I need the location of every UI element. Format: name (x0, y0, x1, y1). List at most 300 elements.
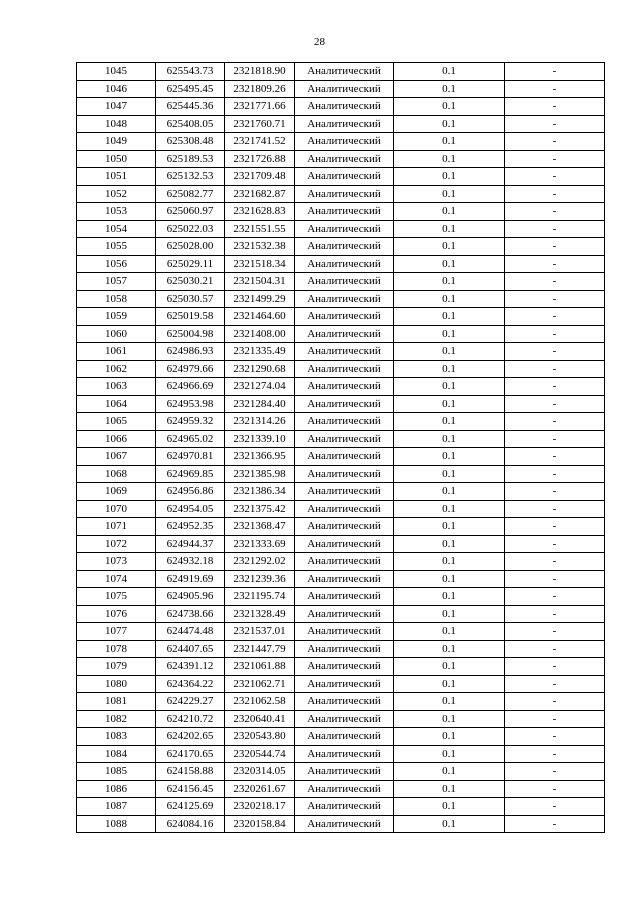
point-number-cell: 1045 (77, 63, 156, 81)
accuracy-cell: 0.1 (394, 693, 505, 711)
accuracy-cell: 0.1 (394, 605, 505, 623)
note-cell: - (505, 815, 605, 833)
method-cell: Аналитический (295, 343, 394, 361)
table-row (77, 763, 605, 781)
y-coordinate-cell: 2321447.79 (225, 640, 295, 658)
y-coordinate-cell: 2321551.55 (225, 220, 295, 238)
table-row (77, 308, 605, 326)
y-coordinate-cell: 2321195.74 (225, 588, 295, 606)
point-number-cell: 1079 (77, 658, 156, 676)
y-coordinate-cell: 2321726.88 (225, 150, 295, 168)
accuracy-cell: 0.1 (394, 763, 505, 781)
point-number-cell: 1046 (77, 80, 156, 98)
accuracy-cell: 0.1 (394, 255, 505, 273)
method-cell: Аналитический (295, 658, 394, 676)
table-row (77, 570, 605, 588)
x-coordinate-cell: 624125.69 (156, 798, 225, 816)
y-coordinate-cell: 2320218.17 (225, 798, 295, 816)
method-cell: Аналитический (295, 710, 394, 728)
point-number-cell: 1048 (77, 115, 156, 133)
x-coordinate-cell: 624170.65 (156, 745, 225, 763)
table-row (77, 203, 605, 221)
y-coordinate-cell: 2320544.74 (225, 745, 295, 763)
point-number-cell: 1056 (77, 255, 156, 273)
accuracy-cell: 0.1 (394, 63, 505, 81)
method-cell: Аналитический (295, 763, 394, 781)
x-coordinate-cell: 625495.45 (156, 80, 225, 98)
note-cell: - (505, 255, 605, 273)
point-number-cell: 1059 (77, 308, 156, 326)
method-cell: Аналитический (295, 395, 394, 413)
y-coordinate-cell: 2321628.83 (225, 203, 295, 221)
accuracy-cell: 0.1 (394, 168, 505, 186)
table-row (77, 465, 605, 483)
accuracy-cell: 0.1 (394, 343, 505, 361)
y-coordinate-cell: 2321818.90 (225, 63, 295, 81)
table-row (77, 535, 605, 553)
y-coordinate-cell: 2321335.49 (225, 343, 295, 361)
note-cell: - (505, 63, 605, 81)
note-cell: - (505, 115, 605, 133)
y-coordinate-cell: 2321385.98 (225, 465, 295, 483)
table-row (77, 168, 605, 186)
accuracy-cell: 0.1 (394, 360, 505, 378)
method-cell: Аналитический (295, 780, 394, 798)
accuracy-cell: 0.1 (394, 203, 505, 221)
note-cell: - (505, 465, 605, 483)
point-number-cell: 1072 (77, 535, 156, 553)
accuracy-cell: 0.1 (394, 780, 505, 798)
note-cell: - (505, 308, 605, 326)
x-coordinate-cell: 624986.93 (156, 343, 225, 361)
accuracy-cell: 0.1 (394, 98, 505, 116)
note-cell: - (505, 745, 605, 763)
y-coordinate-cell: 2321499.29 (225, 290, 295, 308)
note-cell: - (505, 80, 605, 98)
method-cell: Аналитический (295, 133, 394, 151)
accuracy-cell: 0.1 (394, 535, 505, 553)
x-coordinate-cell: 624970.81 (156, 448, 225, 466)
accuracy-cell: 0.1 (394, 588, 505, 606)
method-cell: Аналитический (295, 203, 394, 221)
accuracy-cell: 0.1 (394, 798, 505, 816)
accuracy-cell: 0.1 (394, 115, 505, 133)
y-coordinate-cell: 2321314.26 (225, 413, 295, 431)
x-coordinate-cell: 624905.96 (156, 588, 225, 606)
x-coordinate-cell: 625019.58 (156, 308, 225, 326)
note-cell: - (505, 290, 605, 308)
accuracy-cell: 0.1 (394, 220, 505, 238)
accuracy-cell: 0.1 (394, 185, 505, 203)
point-number-cell: 1081 (77, 693, 156, 711)
point-number-cell: 1051 (77, 168, 156, 186)
note-cell: - (505, 675, 605, 693)
table-row (77, 325, 605, 343)
y-coordinate-cell: 2320543.80 (225, 728, 295, 746)
table-row (77, 693, 605, 711)
table-row (77, 518, 605, 536)
table-body (77, 63, 605, 833)
note-cell: - (505, 570, 605, 588)
x-coordinate-cell: 624952.35 (156, 518, 225, 536)
note-cell: - (505, 483, 605, 501)
point-number-cell: 1052 (77, 185, 156, 203)
table-row (77, 658, 605, 676)
accuracy-cell: 0.1 (394, 308, 505, 326)
accuracy-cell: 0.1 (394, 815, 505, 833)
x-coordinate-cell: 624956.86 (156, 483, 225, 501)
y-coordinate-cell: 2321333.69 (225, 535, 295, 553)
accuracy-cell: 0.1 (394, 570, 505, 588)
point-number-cell: 1085 (77, 763, 156, 781)
method-cell: Аналитический (295, 430, 394, 448)
note-cell: - (505, 150, 605, 168)
x-coordinate-cell: 624156.45 (156, 780, 225, 798)
accuracy-cell: 0.1 (394, 133, 505, 151)
x-coordinate-cell: 625445.36 (156, 98, 225, 116)
accuracy-cell: 0.1 (394, 413, 505, 431)
x-coordinate-cell: 624919.69 (156, 570, 225, 588)
page-number: 28 (314, 36, 325, 48)
point-number-cell: 1053 (77, 203, 156, 221)
method-cell: Аналитический (295, 605, 394, 623)
x-coordinate-cell: 624966.69 (156, 378, 225, 396)
y-coordinate-cell: 2320314.05 (225, 763, 295, 781)
y-coordinate-cell: 2321760.71 (225, 115, 295, 133)
y-coordinate-cell: 2321284.40 (225, 395, 295, 413)
accuracy-cell: 0.1 (394, 80, 505, 98)
note-cell: - (505, 360, 605, 378)
table-row (77, 273, 605, 291)
note-cell: - (505, 413, 605, 431)
method-cell: Аналитический (295, 115, 394, 133)
method-cell: Аналитический (295, 80, 394, 98)
x-coordinate-cell: 624210.72 (156, 710, 225, 728)
x-coordinate-cell: 625022.03 (156, 220, 225, 238)
method-cell: Аналитический (295, 815, 394, 833)
table-row (77, 605, 605, 623)
point-number-cell: 1075 (77, 588, 156, 606)
x-coordinate-cell: 625004.98 (156, 325, 225, 343)
method-cell: Аналитический (295, 448, 394, 466)
x-coordinate-cell: 624202.65 (156, 728, 225, 746)
point-number-cell: 1070 (77, 500, 156, 518)
y-coordinate-cell: 2321062.58 (225, 693, 295, 711)
method-cell: Аналитический (295, 570, 394, 588)
method-cell: Аналитический (295, 465, 394, 483)
note-cell: - (505, 780, 605, 798)
note-cell: - (505, 763, 605, 781)
x-coordinate-cell: 624944.37 (156, 535, 225, 553)
accuracy-cell: 0.1 (394, 623, 505, 641)
note-cell: - (505, 588, 605, 606)
accuracy-cell: 0.1 (394, 430, 505, 448)
y-coordinate-cell: 2321368.47 (225, 518, 295, 536)
point-number-cell: 1057 (77, 273, 156, 291)
method-cell: Аналитический (295, 63, 394, 81)
table-row (77, 500, 605, 518)
y-coordinate-cell: 2321292.02 (225, 553, 295, 571)
accuracy-cell: 0.1 (394, 745, 505, 763)
method-cell: Аналитический (295, 185, 394, 203)
note-cell: - (505, 640, 605, 658)
point-number-cell: 1078 (77, 640, 156, 658)
method-cell: Аналитический (295, 255, 394, 273)
point-number-cell: 1082 (77, 710, 156, 728)
point-number-cell: 1058 (77, 290, 156, 308)
x-coordinate-cell: 624959.32 (156, 413, 225, 431)
method-cell: Аналитический (295, 220, 394, 238)
table-row (77, 413, 605, 431)
method-cell: Аналитический (295, 290, 394, 308)
x-coordinate-cell: 624965.02 (156, 430, 225, 448)
method-cell: Аналитический (295, 98, 394, 116)
point-number-cell: 1050 (77, 150, 156, 168)
note-cell: - (505, 448, 605, 466)
x-coordinate-cell: 625030.57 (156, 290, 225, 308)
note-cell: - (505, 728, 605, 746)
note-cell: - (505, 623, 605, 641)
x-coordinate-cell: 625308.48 (156, 133, 225, 151)
accuracy-cell: 0.1 (394, 395, 505, 413)
method-cell: Аналитический (295, 553, 394, 571)
table-row (77, 360, 605, 378)
note-cell: - (505, 203, 605, 221)
table-row (77, 588, 605, 606)
method-cell: Аналитический (295, 360, 394, 378)
y-coordinate-cell: 2321504.31 (225, 273, 295, 291)
y-coordinate-cell: 2321239.36 (225, 570, 295, 588)
coordinates-table (76, 62, 605, 833)
table-row (77, 185, 605, 203)
accuracy-cell: 0.1 (394, 325, 505, 343)
method-cell: Аналитический (295, 675, 394, 693)
accuracy-cell: 0.1 (394, 238, 505, 256)
point-number-cell: 1073 (77, 553, 156, 571)
point-number-cell: 1069 (77, 483, 156, 501)
point-number-cell: 1054 (77, 220, 156, 238)
note-cell: - (505, 133, 605, 151)
point-number-cell: 1055 (77, 238, 156, 256)
accuracy-cell: 0.1 (394, 500, 505, 518)
note-cell: - (505, 710, 605, 728)
x-coordinate-cell: 625029.11 (156, 255, 225, 273)
table-row (77, 115, 605, 133)
y-coordinate-cell: 2321741.52 (225, 133, 295, 151)
table-row (77, 815, 605, 833)
table-row (77, 80, 605, 98)
x-coordinate-cell: 624954.05 (156, 500, 225, 518)
method-cell: Аналитический (295, 588, 394, 606)
x-coordinate-cell: 624474.48 (156, 623, 225, 641)
note-cell: - (505, 798, 605, 816)
table-row (77, 63, 605, 81)
point-number-cell: 1064 (77, 395, 156, 413)
accuracy-cell: 0.1 (394, 675, 505, 693)
x-coordinate-cell: 624084.16 (156, 815, 225, 833)
accuracy-cell: 0.1 (394, 553, 505, 571)
accuracy-cell: 0.1 (394, 448, 505, 466)
point-number-cell: 1074 (77, 570, 156, 588)
note-cell: - (505, 378, 605, 396)
x-coordinate-cell: 624391.12 (156, 658, 225, 676)
accuracy-cell: 0.1 (394, 290, 505, 308)
x-coordinate-cell: 624969.85 (156, 465, 225, 483)
note-cell: - (505, 98, 605, 116)
y-coordinate-cell: 2321328.49 (225, 605, 295, 623)
point-number-cell: 1088 (77, 815, 156, 833)
y-coordinate-cell: 2321682.87 (225, 185, 295, 203)
table-row (77, 780, 605, 798)
note-cell: - (505, 220, 605, 238)
y-coordinate-cell: 2321464.60 (225, 308, 295, 326)
table-row (77, 98, 605, 116)
method-cell: Аналитический (295, 273, 394, 291)
point-number-cell: 1060 (77, 325, 156, 343)
accuracy-cell: 0.1 (394, 465, 505, 483)
table-row (77, 343, 605, 361)
x-coordinate-cell: 625132.53 (156, 168, 225, 186)
y-coordinate-cell: 2321274.04 (225, 378, 295, 396)
x-coordinate-cell: 624932.18 (156, 553, 225, 571)
point-number-cell: 1086 (77, 780, 156, 798)
table-row (77, 133, 605, 151)
y-coordinate-cell: 2321339.10 (225, 430, 295, 448)
point-number-cell: 1061 (77, 343, 156, 361)
method-cell: Аналитический (295, 500, 394, 518)
y-coordinate-cell: 2321518.34 (225, 255, 295, 273)
note-cell: - (505, 325, 605, 343)
table-row (77, 553, 605, 571)
method-cell: Аналитический (295, 640, 394, 658)
x-coordinate-cell: 624229.27 (156, 693, 225, 711)
accuracy-cell: 0.1 (394, 273, 505, 291)
y-coordinate-cell: 2321532.38 (225, 238, 295, 256)
table-row (77, 483, 605, 501)
x-coordinate-cell: 625189.53 (156, 150, 225, 168)
y-coordinate-cell: 2321375.42 (225, 500, 295, 518)
accuracy-cell: 0.1 (394, 710, 505, 728)
method-cell: Аналитический (295, 238, 394, 256)
table-row (77, 728, 605, 746)
note-cell: - (505, 693, 605, 711)
accuracy-cell: 0.1 (394, 640, 505, 658)
y-coordinate-cell: 2321408.00 (225, 325, 295, 343)
point-number-cell: 1087 (77, 798, 156, 816)
x-coordinate-cell: 624738.66 (156, 605, 225, 623)
note-cell: - (505, 658, 605, 676)
x-coordinate-cell: 624979.66 (156, 360, 225, 378)
table-row (77, 745, 605, 763)
accuracy-cell: 0.1 (394, 483, 505, 501)
point-number-cell: 1047 (77, 98, 156, 116)
accuracy-cell: 0.1 (394, 728, 505, 746)
y-coordinate-cell: 2321771.66 (225, 98, 295, 116)
point-number-cell: 1076 (77, 605, 156, 623)
note-cell: - (505, 500, 605, 518)
method-cell: Аналитический (295, 483, 394, 501)
point-number-cell: 1084 (77, 745, 156, 763)
y-coordinate-cell: 2320158.84 (225, 815, 295, 833)
method-cell: Аналитический (295, 378, 394, 396)
accuracy-cell: 0.1 (394, 150, 505, 168)
point-number-cell: 1080 (77, 675, 156, 693)
y-coordinate-cell: 2321366.95 (225, 448, 295, 466)
method-cell: Аналитический (295, 325, 394, 343)
table-row (77, 640, 605, 658)
method-cell: Аналитический (295, 150, 394, 168)
point-number-cell: 1062 (77, 360, 156, 378)
method-cell: Аналитический (295, 518, 394, 536)
y-coordinate-cell: 2321809.26 (225, 80, 295, 98)
table-row (77, 675, 605, 693)
table-row (77, 378, 605, 396)
x-coordinate-cell: 625082.77 (156, 185, 225, 203)
x-coordinate-cell: 625030.21 (156, 273, 225, 291)
x-coordinate-cell: 625028.00 (156, 238, 225, 256)
method-cell: Аналитический (295, 535, 394, 553)
note-cell: - (505, 343, 605, 361)
x-coordinate-cell: 624158.88 (156, 763, 225, 781)
note-cell: - (505, 605, 605, 623)
note-cell: - (505, 430, 605, 448)
table-row (77, 623, 605, 641)
table-row (77, 448, 605, 466)
note-cell: - (505, 395, 605, 413)
x-coordinate-cell: 625060.97 (156, 203, 225, 221)
table-row (77, 150, 605, 168)
y-coordinate-cell: 2320261.67 (225, 780, 295, 798)
y-coordinate-cell: 2320640.41 (225, 710, 295, 728)
x-coordinate-cell: 625408.05 (156, 115, 225, 133)
point-number-cell: 1071 (77, 518, 156, 536)
note-cell: - (505, 553, 605, 571)
table-row (77, 238, 605, 256)
method-cell: Аналитический (295, 728, 394, 746)
method-cell: Аналитический (295, 308, 394, 326)
y-coordinate-cell: 2321062.71 (225, 675, 295, 693)
x-coordinate-cell: 624953.98 (156, 395, 225, 413)
note-cell: - (505, 185, 605, 203)
x-coordinate-cell: 624364.22 (156, 675, 225, 693)
point-number-cell: 1049 (77, 133, 156, 151)
table-row (77, 395, 605, 413)
point-number-cell: 1068 (77, 465, 156, 483)
table-row (77, 255, 605, 273)
method-cell: Аналитический (295, 413, 394, 431)
point-number-cell: 1083 (77, 728, 156, 746)
method-cell: Аналитический (295, 168, 394, 186)
x-coordinate-cell: 624407.65 (156, 640, 225, 658)
accuracy-cell: 0.1 (394, 658, 505, 676)
table-row (77, 430, 605, 448)
point-number-cell: 1063 (77, 378, 156, 396)
point-number-cell: 1067 (77, 448, 156, 466)
point-number-cell: 1077 (77, 623, 156, 641)
note-cell: - (505, 238, 605, 256)
table-row (77, 798, 605, 816)
y-coordinate-cell: 2321537.01 (225, 623, 295, 641)
method-cell: Аналитический (295, 623, 394, 641)
point-number-cell: 1065 (77, 413, 156, 431)
note-cell: - (505, 273, 605, 291)
table-row (77, 710, 605, 728)
note-cell: - (505, 518, 605, 536)
y-coordinate-cell: 2321290.68 (225, 360, 295, 378)
y-coordinate-cell: 2321386.34 (225, 483, 295, 501)
note-cell: - (505, 168, 605, 186)
accuracy-cell: 0.1 (394, 378, 505, 396)
